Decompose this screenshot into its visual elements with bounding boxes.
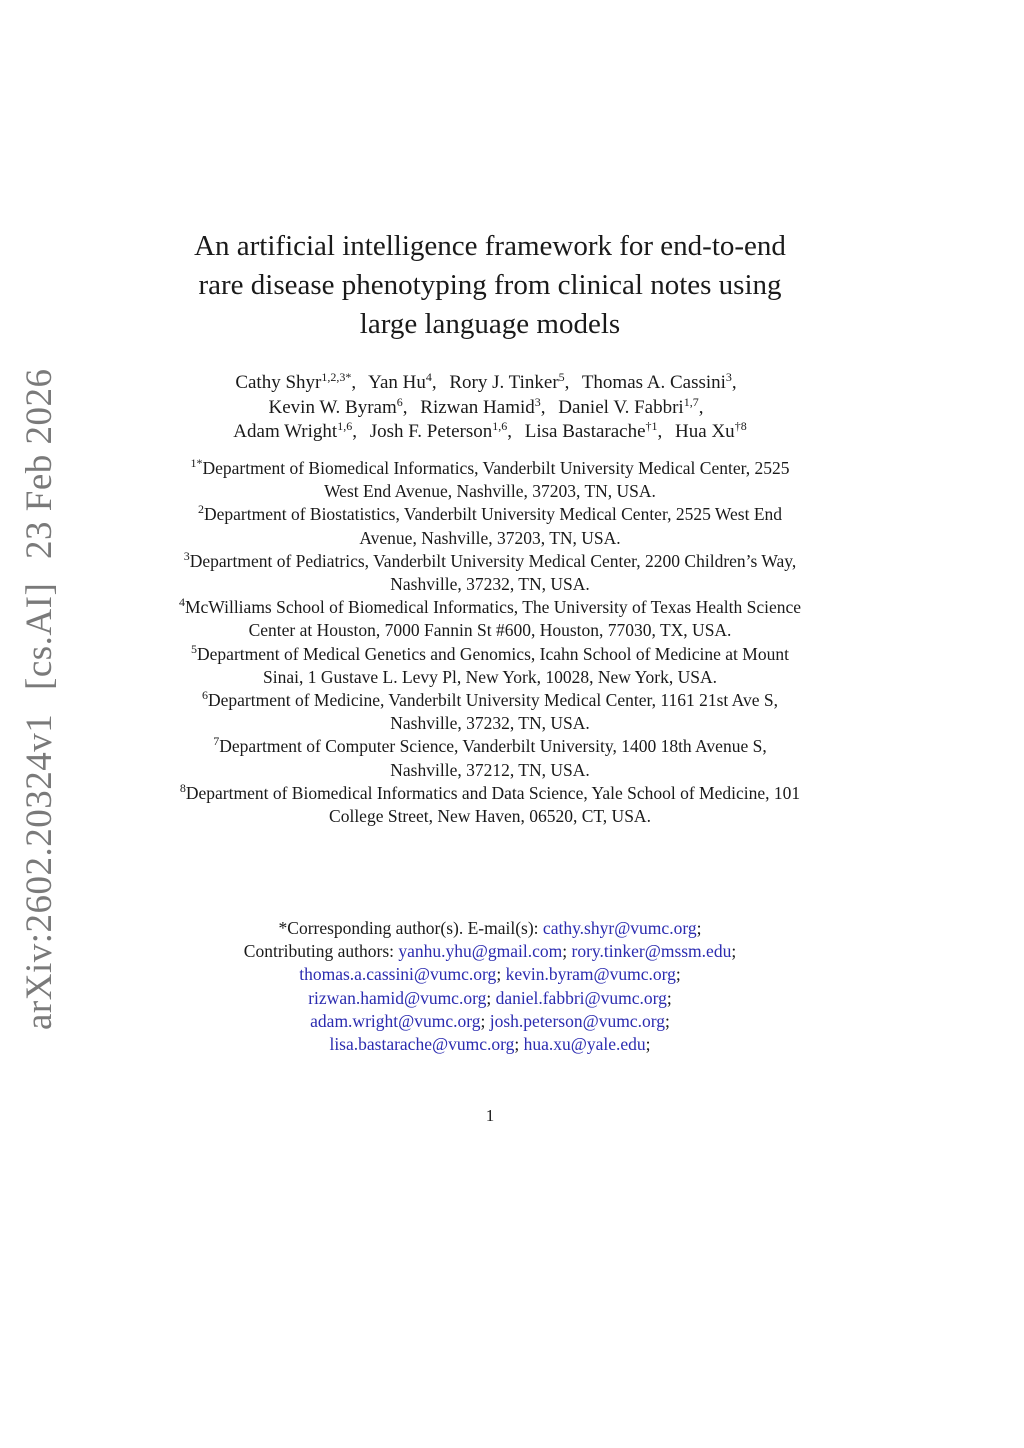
page-number: 1 xyxy=(485,1106,495,1125)
email-link[interactable]: daniel.fabbri@vumc.org xyxy=(495,987,667,1008)
email-link[interactable]: kevin.byram@vumc.org xyxy=(505,964,676,985)
affiliation: $^3$Department of Pediatrics, Vanderbilt University Medical Center, 2200 Children’s Way, Nashville, 37232, TN, USA. xyxy=(183,548,797,595)
email-link[interactable]: thomas.a.cassini@vumc.org xyxy=(299,964,497,985)
corresponding-label: *Corresponding author(s). E-mail(s): xyxy=(278,918,539,938)
email-link[interactable]: rory.tinker@mssm.edu xyxy=(571,941,732,962)
affiliation: $^2$Department of Biostatistics, Vanderbilt University Medical Center, 2525 West End Avenue, Nashville, 37203, TN, USA. xyxy=(197,502,783,548)
arxiv-category: [cs.AI] xyxy=(19,582,60,690)
email-link[interactable]: adam.wright@vumc.org xyxy=(310,1010,481,1031)
arxiv-identifier xyxy=(18,368,61,1030)
title-line: rare disease phenotyping from clinical notes using xyxy=(198,269,782,301)
email-link[interactable]: rizwan.hamid@vumc.org xyxy=(308,987,487,1008)
contributing-label: Contributing authors: xyxy=(243,941,394,962)
author: Rizwan Hamid$^3$ xyxy=(420,394,541,418)
author: Rory J. Tinker$^5$ xyxy=(449,370,565,393)
correspondence-block: *Corresponding author(s). E-mail(s): cathy.shyr@vumc.org; Contributing authors: yanhu.yhu@gmail.com; rory.tinker@mssm.edu; thomas.a.cassini@vumc.org; kevin.byram@vumc.org; rizwan.hamid@vumc.org; daniel.fabbri@vumc.org; adam.wright@vumc.org; josh.peterson@vumc.org; lisa.bastarache@vumc.org; hua.xu@yale.edu; xyxy=(243,918,737,1055)
email-link[interactable]: hua.xu@yale.edu xyxy=(523,1034,646,1055)
arxiv-date: 23 Feb 2026 xyxy=(19,368,60,559)
author: Thomas A. Cassini$^3$ xyxy=(581,370,732,393)
author: Hua Xu$^{\dagger 8}$ xyxy=(675,419,747,442)
title-line: large language models xyxy=(359,308,621,340)
author: Josh F. Peterson$^{1,6}$ xyxy=(369,419,508,442)
paper-title xyxy=(160,227,820,344)
author: Kevin W. Byram$^6$ xyxy=(268,394,403,418)
author: Daniel V. Fabbri$^{1,7}$ xyxy=(558,394,699,418)
affiliation: $^5$Department of Medical Genetics and Genomics, Icahn School of Medicine at Mount Sinai, 1 Gustave L. Levy Pl, New York, 10028, New York, USA. xyxy=(191,641,789,687)
affiliation-list xyxy=(160,457,820,828)
author-list: Cathy Shyr$^{1,2,3*}$, Yan Hu$^4$, Rory J. Tinker$^5$, Thomas A. Cassini$^3$, Kevin W. Byram$^6$, Rizwan Hamid$^3$, Daniel V. Fabbri$^{1,7}$, Adam Wright$^{1,6}$, Josh F. Peterson$^{1,6}$, Lisa Bastarache$^{\dagger 1}$, Hua Xu$^{\dagger 8}$ xyxy=(233,370,747,442)
affiliation: $^4$McWilliams School of Biomedical Informatics, The University of Texas Health Science Center at Houston, 7000 Fannin St #600, Houston, 77030, TX, USA. xyxy=(178,595,802,641)
author: Cathy Shyr$^{1,2,3*}$ xyxy=(235,370,352,393)
affiliation: $^{1*}$Department of Biomedical Informatics, Vanderbilt University Medical Center, 2525 West End Avenue, Nashville, 37203, TN, USA. xyxy=(190,456,790,502)
author: Adam Wright$^{1,6}$ xyxy=(233,419,353,442)
email-link[interactable]: yanhu.yhu@gmail.com xyxy=(398,941,563,962)
affiliation: $^7$Department of Computer Science, Vanderbilt University, 1400 18th Avenue S, Nashville, 37212, TN, USA. xyxy=(213,734,767,780)
arxiv-id: arXiv:2602.20324v1 xyxy=(19,713,60,1030)
email-link[interactable]: josh.peterson@vumc.org xyxy=(489,1010,665,1031)
email-link[interactable]: lisa.bastarache@vumc.org xyxy=(329,1034,515,1055)
affiliation: $^6$Department of Medicine, Vanderbilt University Medical Center, 1161 21st Ave S, Nashville, 37232, TN, USA. xyxy=(201,688,779,734)
title-line: An artificial intelligence framework for end-to-end xyxy=(194,230,786,262)
email-link[interactable]: cathy.shyr@vumc.org xyxy=(542,918,697,938)
author: Yan Hu$^4$ xyxy=(368,370,432,393)
affiliation: $^8$Department of Biomedical Informatics and Data Science, Yale School of Medicine, 101 College Street, New Haven, 06520, CT, USA. xyxy=(179,780,801,827)
author: Lisa Bastarache$^{\dagger 1}$ xyxy=(524,419,658,442)
